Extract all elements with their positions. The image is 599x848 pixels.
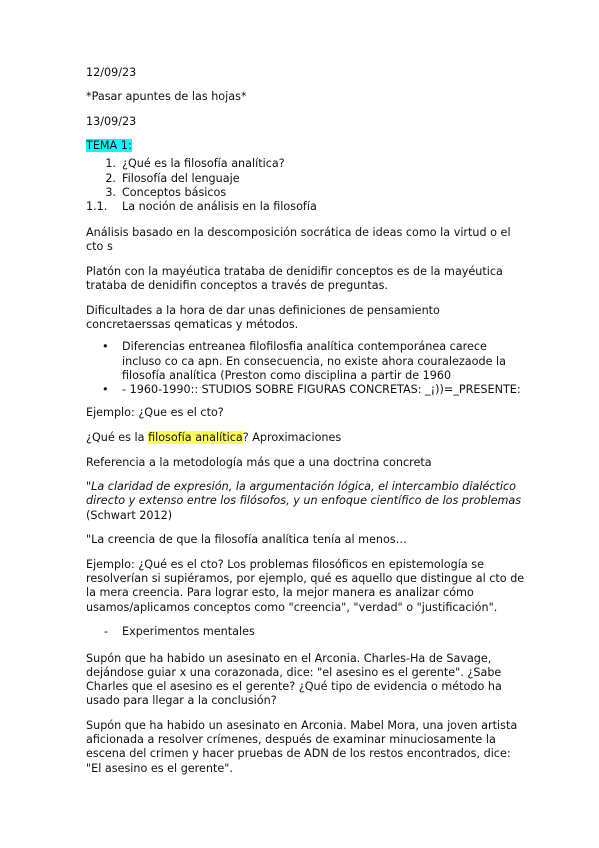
highlighted-text: filosofía analítica (148, 430, 243, 444)
text-run: ? Aproximaciones (242, 430, 342, 444)
list-text: Filosofía del lenguaje (122, 171, 240, 185)
quote-text: "La claridad de expresión, la argumentación lógica, el intercambio dialéctico directo y extenso entre los filósofos, y un enfoque científico de los problemas (86, 480, 522, 508)
date-line: 12/09/23 (86, 66, 137, 79)
dash-text: Experimentos mentales (122, 625, 255, 639)
paragraph: Platón con la mayéutica trataba de denidifir conceptos es de la mayéutica trataba de denidifin conceptos a través de preguntas. (86, 265, 503, 293)
paragraph: Ejemplo: ¿Qué es el cto? Los problemas filosóficos en epistemología se resolverían si supiéramos, por ejemplo, qué es aquello que distingue al cto de la mera creencia. Para lograr esto, la mejor manera es analizar cómo usamos/aplicamos conceptos como "creencia", "verdad" o "justificación". (86, 558, 525, 614)
list-item (86, 172, 526, 186)
list-text: Conceptos básicos (122, 185, 227, 199)
list-number: 3. (105, 185, 116, 199)
bullet-list (86, 340, 526, 397)
paragraph: Análisis basado en la descomposición socrática de ideas como la virtud o el cto s (86, 226, 511, 254)
list-item (86, 157, 526, 171)
list-item (86, 186, 526, 200)
paragraph: Supón que ha habido un asesinato en el Arconia. Charles-Ha de Savage, dejándose guiar x una corazonada, dice: "el asesino es el gerente". ¿Sabe Charles que el asesino es el gerente? ¿Qué tipo de evidencia o método ha usado para llegar a la conclusión? (86, 651, 502, 708)
bullet-text: - 1960-1990:: STUDIOS SOBRE FIGURAS CONCRETAS: _¡))=_PRESENTE: (122, 382, 521, 396)
paragraph: Ejemplo: ¿Que es el cto? (86, 406, 224, 420)
section-heading (86, 200, 526, 214)
quote-citation: (Schwart 2012) (86, 508, 173, 522)
bullet-item (86, 383, 526, 397)
paragraph: Referencia a la metodología más que a una doctrina concreta (86, 455, 432, 469)
paragraph: Dificultades a la hora de dar unas definiciones de pensamiento concretaerssas qematicas y métodos. (86, 303, 440, 332)
page-content (86, 66, 526, 786)
dash-item (86, 625, 526, 639)
date-line: 13/09/23 (86, 114, 137, 128)
quote-paragraph (86, 480, 526, 523)
section-title: La noción de análisis en la filosofía (122, 199, 317, 213)
list-number: 1. (105, 157, 116, 171)
bullet-text: Diferencias entreanea filofilosfia analítica contemporánea carece incluso co ca apn. En consecuencia, no existe ahora couralezaode la filosofía analítica (Preston como disciplina a partir de 1960 (122, 340, 506, 382)
bullet-item (86, 340, 526, 383)
bullet-icon: • (102, 340, 109, 354)
topic-heading (86, 139, 526, 153)
bullet-icon: • (102, 382, 109, 396)
text-run: ¿Qué es la (86, 430, 149, 444)
list-text: ¿Qué es la filosofía analítica? (122, 157, 285, 171)
paragraph: "La creencia de que la filosofía analítica tenía al menos… (86, 533, 407, 547)
note-line: *Pasar apuntes de las hojas* (86, 90, 247, 104)
topic-list (86, 157, 526, 200)
dash-icon: - (104, 625, 109, 639)
section-number: 1.1. (86, 199, 108, 213)
paragraph: Supón que ha habido un asesinato en Arconia. Mabel Mora, una joven artista aficionada a resolver crímenes, después de examinar minuciosamente la escena del crimen y hacer pruebas de ADN de los restos encontrados, dice: "El asesino es el gerente". (86, 718, 518, 775)
topic-heading-highlight: TEMA 1: (86, 139, 132, 153)
paragraph (86, 431, 526, 445)
list-number: 2. (105, 171, 116, 185)
